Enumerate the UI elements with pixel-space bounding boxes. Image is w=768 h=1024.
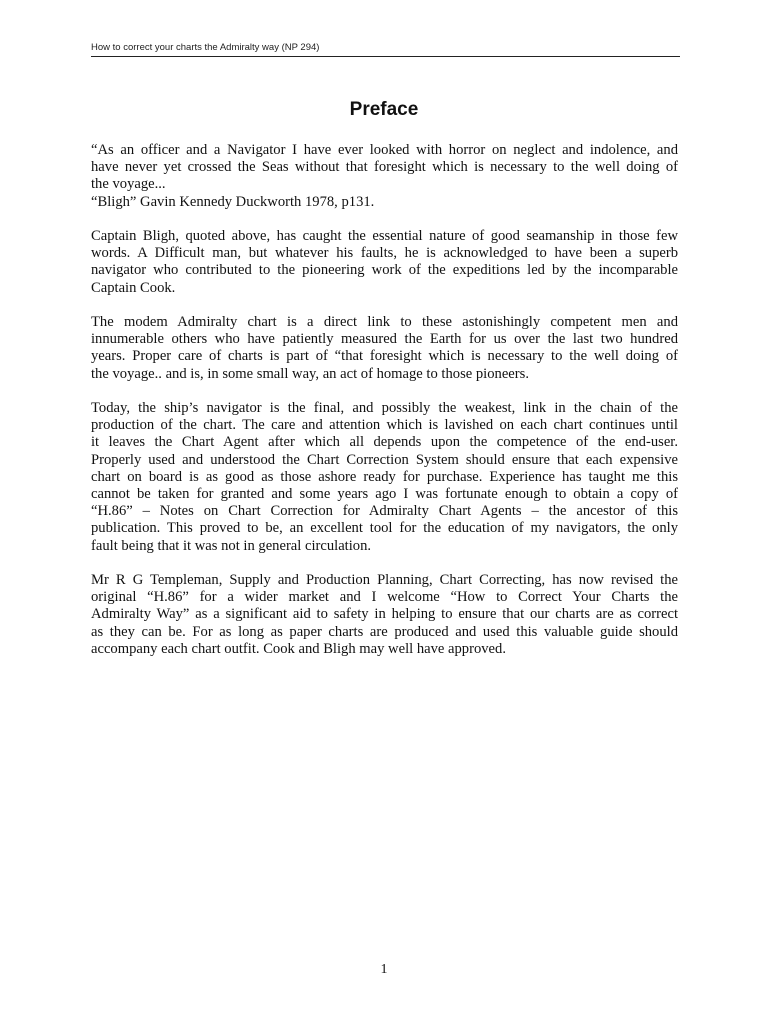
text-line: production of the chart. The care and attention which is lavished on each chart continues until (91, 417, 678, 434)
page-number: 1 (380, 962, 388, 977)
text-line: have never yet crossed the Seas without that foresight which is necessary to the well doing of (91, 159, 678, 176)
text-line: Today, the ship’s navigator is the final, and possibly the weakest, link in the chain of the (91, 400, 678, 416)
text-line: The modem Admiralty chart is a direct link to these astonishingly competent men and (91, 314, 678, 330)
text-line: the voyage... (91, 176, 166, 193)
text-line: cannot be taken for granted and some years ago I was fortunate enough to obtain a copy of (91, 486, 678, 503)
text-line: Admiralty Way” as a significant aid to safety in helping to ensure that our charts are as correct (91, 606, 678, 623)
running-header-title: How to correct your charts the Admiralty way (NP 294) (91, 42, 320, 53)
preface-body (91, 142, 678, 675)
text-line: Properly used and understood the Chart Correction System should ensure that each expensive (91, 451, 678, 468)
page-title: Preface (349, 99, 419, 120)
text-line: “H.86” – Notes on Chart Correction for Admiralty Chart Agents – the ancestor of this (91, 503, 678, 520)
text-line: years. Proper care of charts is part of “that foresight which is necessary to the well doing of (91, 348, 678, 365)
running-header (91, 42, 680, 57)
text-line: words. A Difficult man, but whatever his faults, he is acknowledged to have been a superb (91, 245, 678, 262)
text-line: publication. This proved to be, an excellent tool for the education of my navigators, the only (91, 520, 678, 537)
text-line: Captain Cook. (91, 279, 176, 296)
body-paragraph (91, 228, 678, 297)
body-paragraph (91, 400, 678, 555)
text-line: “As an officer and a Navigator I have ever looked with horror on neglect and indolence, and (91, 142, 678, 158)
quote-paragraph (91, 142, 678, 211)
text-line: innumerable others who have patiently measured the Earth for us over the last two hundred (91, 331, 678, 348)
body-paragraph (91, 314, 678, 383)
text-line: chart on board is as good as those ashore ready for purchase. Experience has taught me this (91, 468, 678, 485)
quote-attribution: “Bligh” Gavin Kennedy Duckworth 1978, p131. (91, 193, 375, 210)
text-line: navigator who contributed to the pioneering work of the expeditions led by the incomparable (91, 262, 678, 279)
text-line: Captain Bligh, quoted above, has caught the essential nature of good seamanship in those few (91, 228, 678, 244)
text-line: as they can be. For as long as paper charts are produced and used this valuable guide should (91, 623, 678, 640)
text-line: it leaves the Chart Agent after which all depends upon the competence of the end-user. (91, 434, 678, 451)
text-line: the voyage.. and is, in some small way, an act of homage to those pioneers. (91, 365, 529, 382)
text-line: Mr R G Templeman, Supply and Production Planning, Chart Correcting, has now revised the (91, 572, 678, 589)
text-line: fault being that it was not in general circulation. (91, 537, 372, 554)
text-line: original “H.86” for a wider market and I welcome “How to Correct Your Charts the (91, 589, 678, 606)
body-paragraph (91, 572, 678, 658)
text-line: accompany each chart outfit. Cook and Bligh may well have approved. (91, 640, 506, 657)
